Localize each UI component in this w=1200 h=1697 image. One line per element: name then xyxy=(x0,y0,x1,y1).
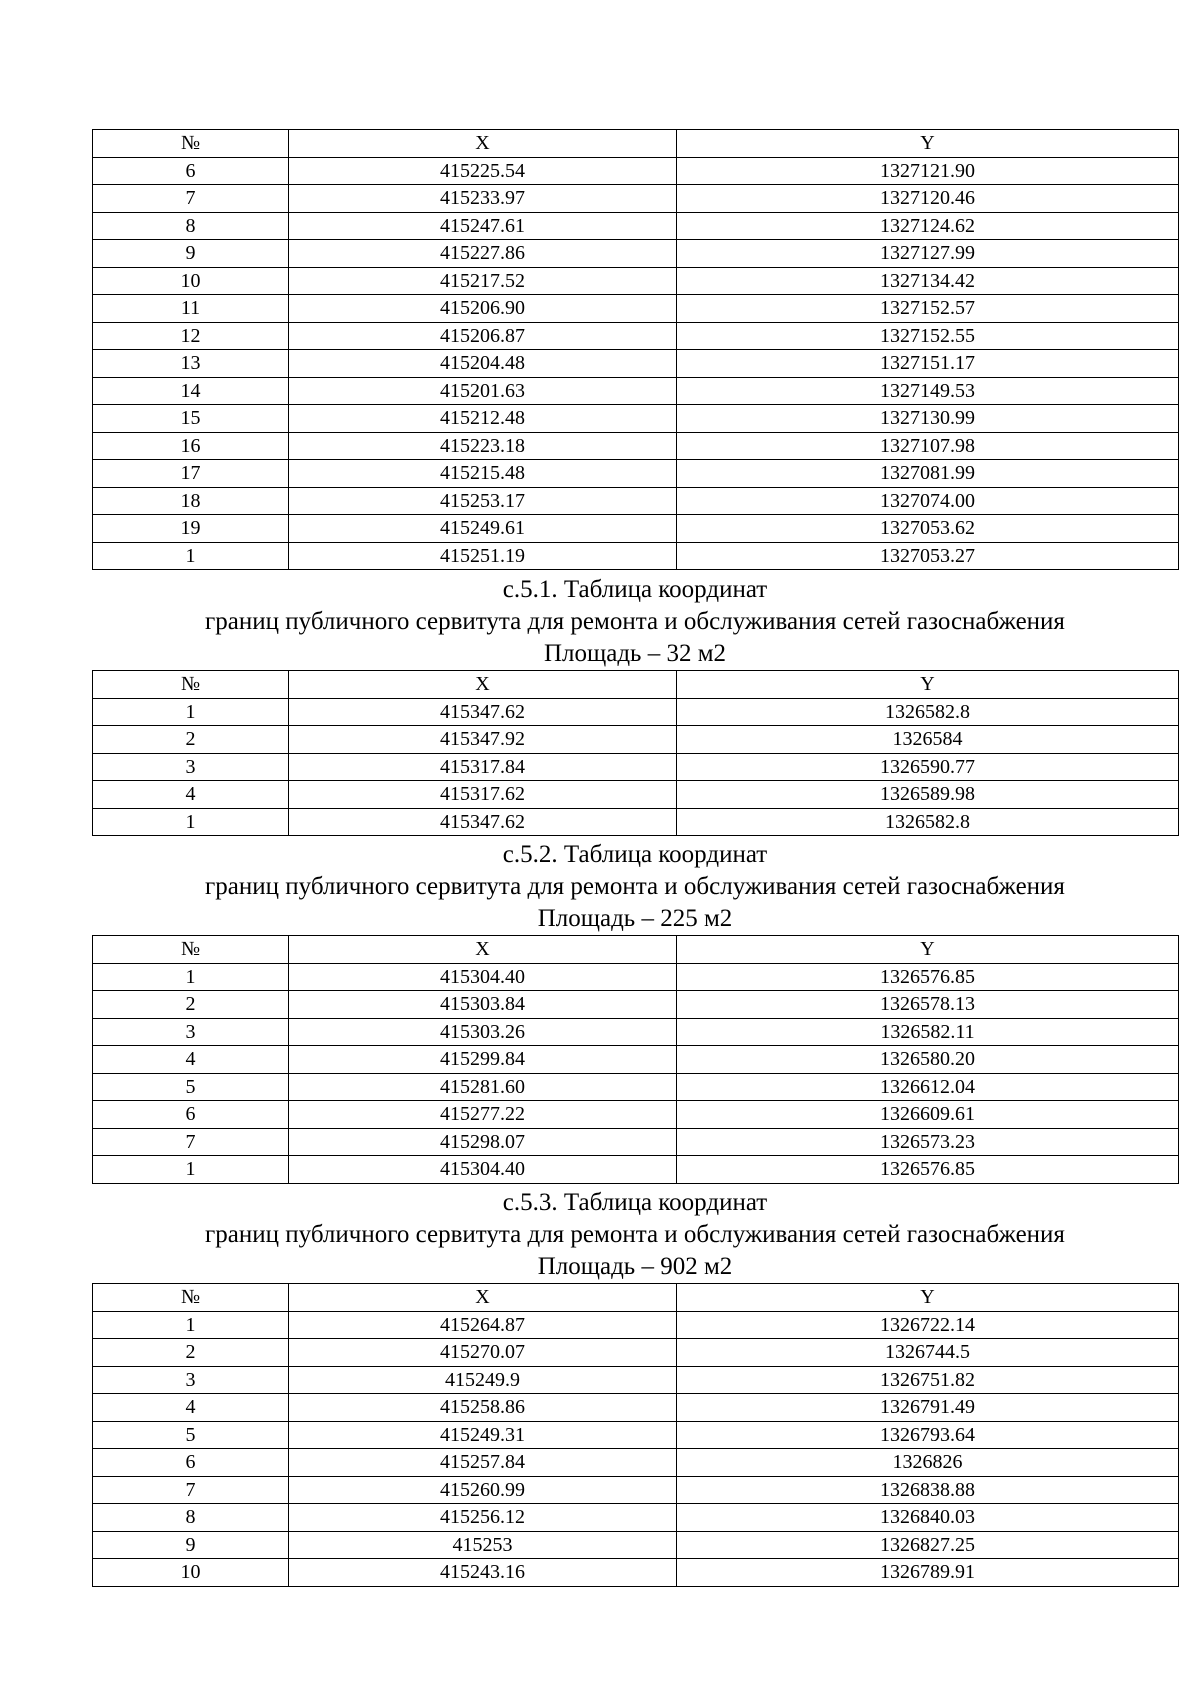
column-header-y: Y xyxy=(677,936,1179,964)
cell-y: 1327120.46 xyxy=(677,185,1179,213)
table-area: Площадь – 902 м2 xyxy=(537,1253,733,1280)
table-header-row xyxy=(93,671,1179,699)
table-row xyxy=(93,157,1179,185)
cell-number: 3 xyxy=(93,1018,289,1046)
cell-x: 415303.84 xyxy=(289,991,677,1019)
cell-x: 415270.07 xyxy=(289,1339,677,1367)
cell-x: 415303.26 xyxy=(289,1018,677,1046)
table-row xyxy=(93,295,1179,323)
cell-number: 15 xyxy=(93,405,289,433)
cell-x: 415227.86 xyxy=(289,240,677,268)
cell-x: 415217.52 xyxy=(289,267,677,295)
cell-x: 415317.62 xyxy=(289,781,677,809)
cell-y: 1327127.99 xyxy=(677,240,1179,268)
coordinates-table xyxy=(92,935,1179,1184)
cell-number: 7 xyxy=(93,185,289,213)
table-row xyxy=(93,1156,1179,1184)
cell-number: 1 xyxy=(93,698,289,726)
cell-number: 12 xyxy=(93,322,289,350)
column-header-number: № xyxy=(93,1284,289,1312)
cell-y: 1327151.17 xyxy=(677,350,1179,378)
table-row xyxy=(93,212,1179,240)
cell-x: 415347.92 xyxy=(289,726,677,754)
table-heading-5-1 xyxy=(92,574,1178,670)
cell-number: 9 xyxy=(93,240,289,268)
cell-y: 1326793.64 xyxy=(677,1421,1179,1449)
cell-x: 415249.9 xyxy=(289,1366,677,1394)
table-header-row xyxy=(93,936,1179,964)
table-row xyxy=(93,1101,1179,1129)
cell-x: 415251.19 xyxy=(289,542,677,570)
cell-y: 1326838.88 xyxy=(677,1476,1179,1504)
table-row xyxy=(93,1018,1179,1046)
table-row xyxy=(93,460,1179,488)
cell-number: 4 xyxy=(93,1394,289,1422)
cell-y: 1327053.27 xyxy=(677,542,1179,570)
column-header-x: X xyxy=(289,130,677,158)
cell-number: 11 xyxy=(93,295,289,323)
table-row xyxy=(93,405,1179,433)
cell-y: 1327134.42 xyxy=(677,267,1179,295)
table-row xyxy=(93,432,1179,460)
table-subtitle: границ публичного сервитута для ремонта и обслуживания сетей газоснабжения xyxy=(205,608,1065,635)
cell-x: 415206.90 xyxy=(289,295,677,323)
cell-x: 415225.54 xyxy=(289,157,677,185)
cell-x: 415347.62 xyxy=(289,698,677,726)
cell-y: 1326576.85 xyxy=(677,963,1179,991)
cell-number: 14 xyxy=(93,377,289,405)
cell-y: 1327152.55 xyxy=(677,322,1179,350)
cell-y: 1327107.98 xyxy=(677,432,1179,460)
cell-y: 1326827.25 xyxy=(677,1531,1179,1559)
cell-x: 415299.84 xyxy=(289,1046,677,1074)
cell-y: 1326791.49 xyxy=(677,1394,1179,1422)
table-row xyxy=(93,991,1179,1019)
table-row xyxy=(93,267,1179,295)
coordinates-table-5-2 xyxy=(92,935,1178,1184)
cell-x: 415298.07 xyxy=(289,1128,677,1156)
coordinates-table-5-1 xyxy=(92,670,1178,836)
cell-y: 1326582.8 xyxy=(677,808,1179,836)
table-row xyxy=(93,350,1179,378)
table-row xyxy=(93,240,1179,268)
cell-x: 415260.99 xyxy=(289,1476,677,1504)
table-row xyxy=(93,487,1179,515)
cell-x: 415212.48 xyxy=(289,405,677,433)
cell-y: 1326576.85 xyxy=(677,1156,1179,1184)
cell-number: 10 xyxy=(93,1559,289,1587)
cell-number: 2 xyxy=(93,991,289,1019)
table-row xyxy=(93,1504,1179,1532)
column-header-y: Y xyxy=(677,130,1179,158)
cell-x: 415304.40 xyxy=(289,1156,677,1184)
table-row xyxy=(93,1559,1179,1587)
cell-number: 8 xyxy=(93,212,289,240)
table-row xyxy=(93,1394,1179,1422)
table-title: с.5.2. Таблица координат xyxy=(502,841,768,868)
cell-number: 7 xyxy=(93,1128,289,1156)
cell-x: 415233.97 xyxy=(289,185,677,213)
cell-y: 1326612.04 xyxy=(677,1073,1179,1101)
cell-number: 9 xyxy=(93,1531,289,1559)
cell-x: 415243.16 xyxy=(289,1559,677,1587)
cell-x: 415215.48 xyxy=(289,460,677,488)
cell-number: 6 xyxy=(93,157,289,185)
table-area: Площадь – 225 м2 xyxy=(537,905,733,932)
table-header-row xyxy=(93,130,1179,158)
cell-y: 1326578.13 xyxy=(677,991,1179,1019)
cell-y: 1326722.14 xyxy=(677,1311,1179,1339)
cell-y: 1327124.62 xyxy=(677,212,1179,240)
column-header-number: № xyxy=(93,130,289,158)
cell-x: 415277.22 xyxy=(289,1101,677,1129)
cell-y: 1326789.91 xyxy=(677,1559,1179,1587)
coordinates-table-continued xyxy=(92,129,1178,570)
table-row xyxy=(93,1476,1179,1504)
table-row xyxy=(93,542,1179,570)
cell-number: 1 xyxy=(93,808,289,836)
cell-x: 415204.48 xyxy=(289,350,677,378)
cell-y: 1326609.61 xyxy=(677,1101,1179,1129)
cell-x: 415347.62 xyxy=(289,808,677,836)
cell-number: 2 xyxy=(93,726,289,754)
cell-y: 1326584 xyxy=(677,726,1179,754)
cell-number: 8 xyxy=(93,1504,289,1532)
table-row xyxy=(93,726,1179,754)
table-row xyxy=(93,1073,1179,1101)
cell-y: 1327081.99 xyxy=(677,460,1179,488)
cell-y: 1327130.99 xyxy=(677,405,1179,433)
column-header-number: № xyxy=(93,936,289,964)
coordinates-table xyxy=(92,670,1179,836)
cell-x: 415223.18 xyxy=(289,432,677,460)
cell-y: 1327074.00 xyxy=(677,487,1179,515)
cell-y: 1327152.57 xyxy=(677,295,1179,323)
cell-x: 415249.61 xyxy=(289,515,677,543)
cell-y: 1326826 xyxy=(677,1449,1179,1477)
cell-y: 1326582.8 xyxy=(677,698,1179,726)
table-title: с.5.3. Таблица координат xyxy=(502,1189,768,1216)
table-heading-5-3 xyxy=(92,1187,1178,1283)
cell-number: 6 xyxy=(93,1101,289,1129)
cell-number: 19 xyxy=(93,515,289,543)
cell-y: 1326582.11 xyxy=(677,1018,1179,1046)
cell-number: 3 xyxy=(93,1366,289,1394)
cell-x: 415256.12 xyxy=(289,1504,677,1532)
cell-x: 415258.86 xyxy=(289,1394,677,1422)
table-row xyxy=(93,377,1179,405)
cell-y: 1327149.53 xyxy=(677,377,1179,405)
table-row xyxy=(93,1311,1179,1339)
cell-x: 415281.60 xyxy=(289,1073,677,1101)
cell-number: 1 xyxy=(93,1311,289,1339)
column-header-y: Y xyxy=(677,671,1179,699)
table-row xyxy=(93,781,1179,809)
table-area: Площадь – 32 м2 xyxy=(543,640,727,667)
column-header-x: X xyxy=(289,671,677,699)
cell-number: 1 xyxy=(93,963,289,991)
cell-y: 1326589.98 xyxy=(677,781,1179,809)
table-row xyxy=(93,1421,1179,1449)
table-row xyxy=(93,808,1179,836)
column-header-y: Y xyxy=(677,1284,1179,1312)
cell-number: 6 xyxy=(93,1449,289,1477)
cell-x: 415201.63 xyxy=(289,377,677,405)
cell-number: 2 xyxy=(93,1339,289,1367)
table-row xyxy=(93,185,1179,213)
cell-y: 1326590.77 xyxy=(677,753,1179,781)
cell-number: 16 xyxy=(93,432,289,460)
table-row xyxy=(93,1128,1179,1156)
table-row xyxy=(93,1531,1179,1559)
coordinates-table xyxy=(92,1283,1179,1587)
table-row xyxy=(93,963,1179,991)
coordinates-table-5-3 xyxy=(92,1283,1178,1587)
cell-number: 4 xyxy=(93,781,289,809)
cell-y: 1326840.03 xyxy=(677,1504,1179,1532)
table-row xyxy=(93,1046,1179,1074)
cell-x: 415264.87 xyxy=(289,1311,677,1339)
table-subtitle: границ публичного сервитута для ремонта и обслуживания сетей газоснабжения xyxy=(205,1221,1065,1248)
table-row xyxy=(93,1339,1179,1367)
cell-x: 415253.17 xyxy=(289,487,677,515)
table-row xyxy=(93,1366,1179,1394)
table-header-row xyxy=(93,1284,1179,1312)
cell-x: 415253 xyxy=(289,1531,677,1559)
cell-x: 415304.40 xyxy=(289,963,677,991)
table-row xyxy=(93,698,1179,726)
cell-x: 415317.84 xyxy=(289,753,677,781)
cell-number: 13 xyxy=(93,350,289,378)
cell-number: 5 xyxy=(93,1421,289,1449)
table-subtitle: границ публичного сервитута для ремонта и обслуживания сетей газоснабжения xyxy=(205,873,1065,900)
cell-y: 1326580.20 xyxy=(677,1046,1179,1074)
cell-x: 415249.31 xyxy=(289,1421,677,1449)
cell-number: 1 xyxy=(93,542,289,570)
cell-x: 415247.61 xyxy=(289,212,677,240)
table-row xyxy=(93,322,1179,350)
cell-y: 1327053.62 xyxy=(677,515,1179,543)
table-row xyxy=(93,515,1179,543)
table-row xyxy=(93,1449,1179,1477)
cell-x: 415206.87 xyxy=(289,322,677,350)
column-header-number: № xyxy=(93,671,289,699)
coordinates-table xyxy=(92,129,1179,570)
cell-number: 17 xyxy=(93,460,289,488)
cell-number: 1 xyxy=(93,1156,289,1184)
cell-number: 5 xyxy=(93,1073,289,1101)
cell-number: 4 xyxy=(93,1046,289,1074)
cell-number: 7 xyxy=(93,1476,289,1504)
cell-y: 1326744.5 xyxy=(677,1339,1179,1367)
cell-number: 10 xyxy=(93,267,289,295)
cell-number: 3 xyxy=(93,753,289,781)
cell-number: 18 xyxy=(93,487,289,515)
cell-x: 415257.84 xyxy=(289,1449,677,1477)
table-heading-5-2 xyxy=(92,839,1178,935)
cell-y: 1326573.23 xyxy=(677,1128,1179,1156)
table-title: с.5.1. Таблица координат xyxy=(502,576,768,603)
table-row xyxy=(93,753,1179,781)
column-header-x: X xyxy=(289,1284,677,1312)
cell-y: 1327121.90 xyxy=(677,157,1179,185)
cell-y: 1326751.82 xyxy=(677,1366,1179,1394)
column-header-x: X xyxy=(289,936,677,964)
